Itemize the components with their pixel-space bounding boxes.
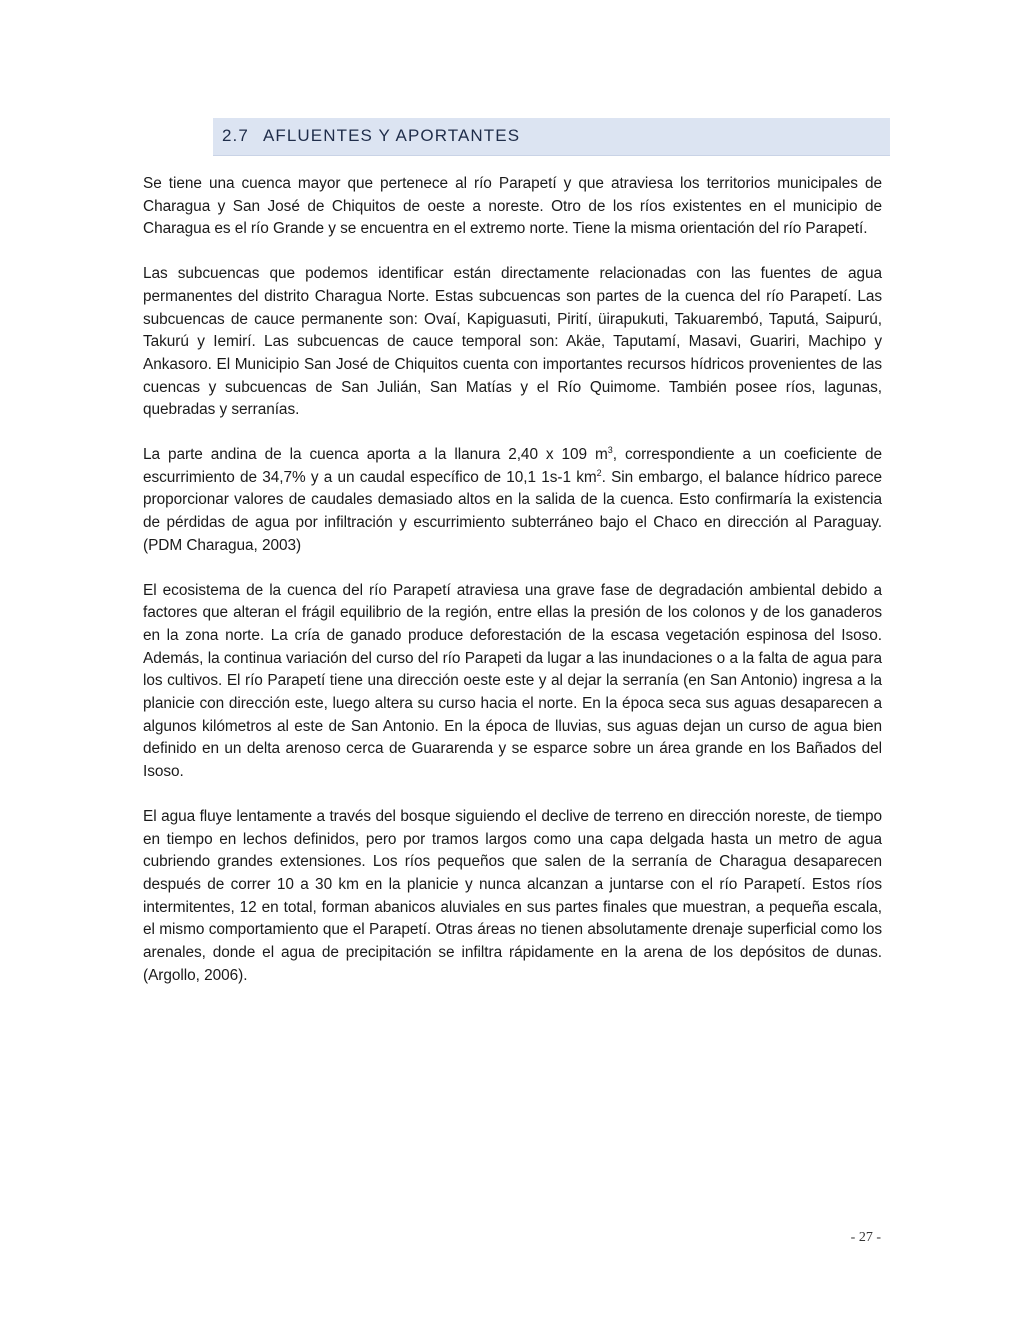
- paragraph-3-part-1: La parte andina de la cuenca aporta a la llanura 2,40 x 109 m: [143, 446, 608, 464]
- paragraph-3-part-3: . Sin embargo, el balance hídrico parece proporcionar valores de caudales demasiado altos en la salida de la cuenca. Esto confirmaría la existencia de pérdidas de agua por infiltración y escurrimiento subterráneo bajo el Chaco en dirección al Paraguay. (PDM Charagua, 2003): [143, 468, 883, 554]
- paragraph-1: Se tiene una cuenca mayor que pertenece al río Parapetí y que atraviesa los territorios municipales de Charagua y San José de Chiquitos de oeste a noreste. Otro de los ríos existentes en el municipio de Charagua es el río Grande y se encuentra en el extremo norte. Tiene la misma orientación del río Parapetí.: [143, 175, 882, 238]
- paragraph-4: El ecosistema de la cuenca del río Parapetí atraviesa una grave fase de degradación ambiental debido a factores que alteran el frágil equilibrio de la región, entre ellas la presión de los colonos y de los ganaderos en la zona norte. La cría de ganado produce deforestación de la escasa vegetación espinosa del Isoso. Además, la continua variación del curso del río Parapeti da lugar a las inundaciones o a la falta de agua para los cultivos. El río Parapetí tiene una dirección oeste este y al dejar la serranía (en San Antonio) ingresa a la planicie con dirección este, luego altera su curso hacia el norte. En la época seca sus aguas desaparecen a algunos kilómetros al este de San Antonio. En la época de lluvias, sus aguas dejan un curso de agua bien definido en un delta arenoso cerca de Guararenda y se esparce sobre un área grande en los Bañados del Isoso.: [143, 581, 882, 781]
- section-heading: [213, 118, 890, 156]
- section-title: AFLUENTES Y APORTANTES: [262, 126, 521, 145]
- paragraph-2: Las subcuencas que podemos identificar están directamente relacionadas con las fuentes de agua permanentes del distrito Charagua Norte. Estas subcuencas son partes de la cuenca del río Parapetí. Las subcuencas de cauce permanente son: Ovaí, Kapiguasuti, Pirití, üirapukuti, Takuarembó, Taputá, Saipurú, Takurú y Iemirí. Las subcuencas de cauce temporal son: Akäe, Taputamí, Masavi, Guariri, Machipo y Ankasoro. El Municipio San José de Chiquitos cuenta con importantes recursos hídricos provenientes de las cuencas y subcuencas de San Julián, San Matías y el Río Quimome. También posee ríos, lagunas, quebradas y serranías.: [143, 265, 882, 419]
- paragraph-3: [143, 444, 882, 558]
- section-heading-text: [222, 126, 520, 146]
- page-number: - 27 -: [850, 1230, 881, 1245]
- paragraph-5: El agua fluye lentamente a través del bosque siguiendo el declive de terreno en dirección noreste, de tiempo en tiempo en lechos definidos, pero por tramos largos como una capa delgada hasta un metro de agua cubriendo grandes extensiones. Los ríos pequeños que salen de la serranía de Charagua desaparecen después de correr 10 a 30 km en la planicie y nunca alcanzan a juntarse con el río Parapetí. Estos ríos intermitentes, 12 en total, forman abanicos aluviales en sus partes finales que muestran, a pequeña escala, el mismo comportamiento que el Parapetí. Otras áreas no tienen absolutamente drenaje superficial como los arenales, donde el agua de precipitación se infiltra rápidamente en la arena de los depósitos de dunas. (Argollo, 2006).: [143, 807, 882, 984]
- body-content: [143, 173, 882, 1010]
- superscript-squared: 2: [596, 467, 602, 478]
- paragraph-3-part-2: , correspondiente a un coeficiente de escurrimiento de 34,7% y a un caudal específico de 10,1 1s-1 km: [143, 446, 882, 486]
- superscript-cubic: 3: [607, 444, 613, 455]
- section-number: 2.7: [222, 126, 249, 145]
